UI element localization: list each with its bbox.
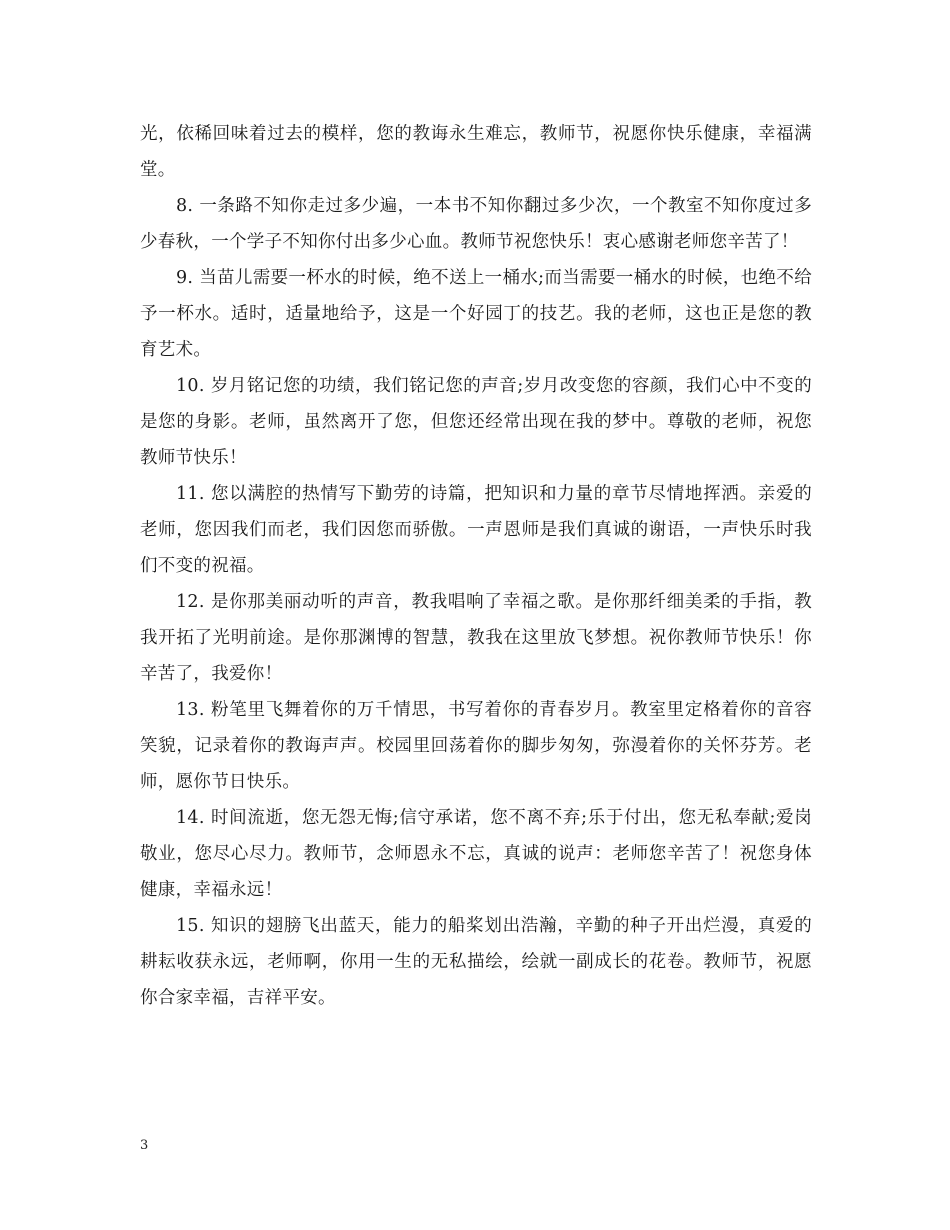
paragraph-item-15: 15. 知识的翅膀飞出蓝天，能力的船桨划出浩瀚，辛勤的种子开出烂漫，真爱的耕耘收获永远，老师啊，你用一生的无私描绘，绘就一副成长的花卷。教师节，祝愿你合家幸福，吉祥平安。 <box>140 916 812 1008</box>
paragraph-item-9: 9. 当苗儿需要一杯水的时候，绝不送上一桶水;而当需要一桶水的时候，也绝不给予一杯水。适时，适量地给予，这是一个好园丁的技艺。我的老师，这也正是您的教育艺术。 <box>140 268 812 360</box>
paragraph-item-11: 11. 您以满腔的热情写下勤劳的诗篇，把知识和力量的章节尽情地挥洒。亲爱的老师，您因我们而老，我们因您而骄傲。一声恩师是我们真诚的谢语，一声快乐时我们不变的祝福。 <box>140 484 812 576</box>
paragraph-item-13: 13. 粉笔里飞舞着你的万千情思，书写着你的青春岁月。教室里定格着你的音容笑貌，记录着你的教诲声声。校园里回荡着你的脚步匆匆，弥漫着你的关怀芬芳。老师，愿你节日快乐。 <box>140 700 812 792</box>
paragraph-item-8: 8. 一条路不知你走过多少遍，一本书不知你翻过多少次，一个教室不知你度过多少春秋，一个学子不知你付出多少心血。教师节祝您快乐！衷心感谢老师您辛苦了！ <box>140 196 812 252</box>
paragraph-item-12: 12. 是你那美丽动听的声音，教我唱响了幸福之歌。是你那纤细美柔的手指，教我开拓了光明前途。是你那渊博的智慧，教我在这里放飞梦想。祝你教师节快乐！你辛苦了，我爱你！ <box>140 592 812 684</box>
page-number: 3 <box>140 1138 149 1153</box>
paragraph-item-10: 10. 岁月铭记您的功绩，我们铭记您的声音;岁月改变您的容颜，我们心中不变的是您的身影。老师，虽然离开了您，但您还经常出现在我的梦中。尊敬的老师，祝您教师节快乐！ <box>140 376 812 468</box>
paragraph-item-14: 14. 时间流逝，您无怨无悔;信守承诺，您不离不弃;乐于付出，您无私奉献;爱岗敬业，您尽心尽力。教师节，念师恩永不忘，真诚的说声：老师您辛苦了！祝您身体健康，幸福永远！ <box>140 808 812 900</box>
document-body <box>140 116 812 1016</box>
paragraph-continuation: 光，依稀回味着过去的模样，您的教诲永生难忘，教师节，祝愿你快乐健康，幸福满堂。 <box>140 124 812 180</box>
